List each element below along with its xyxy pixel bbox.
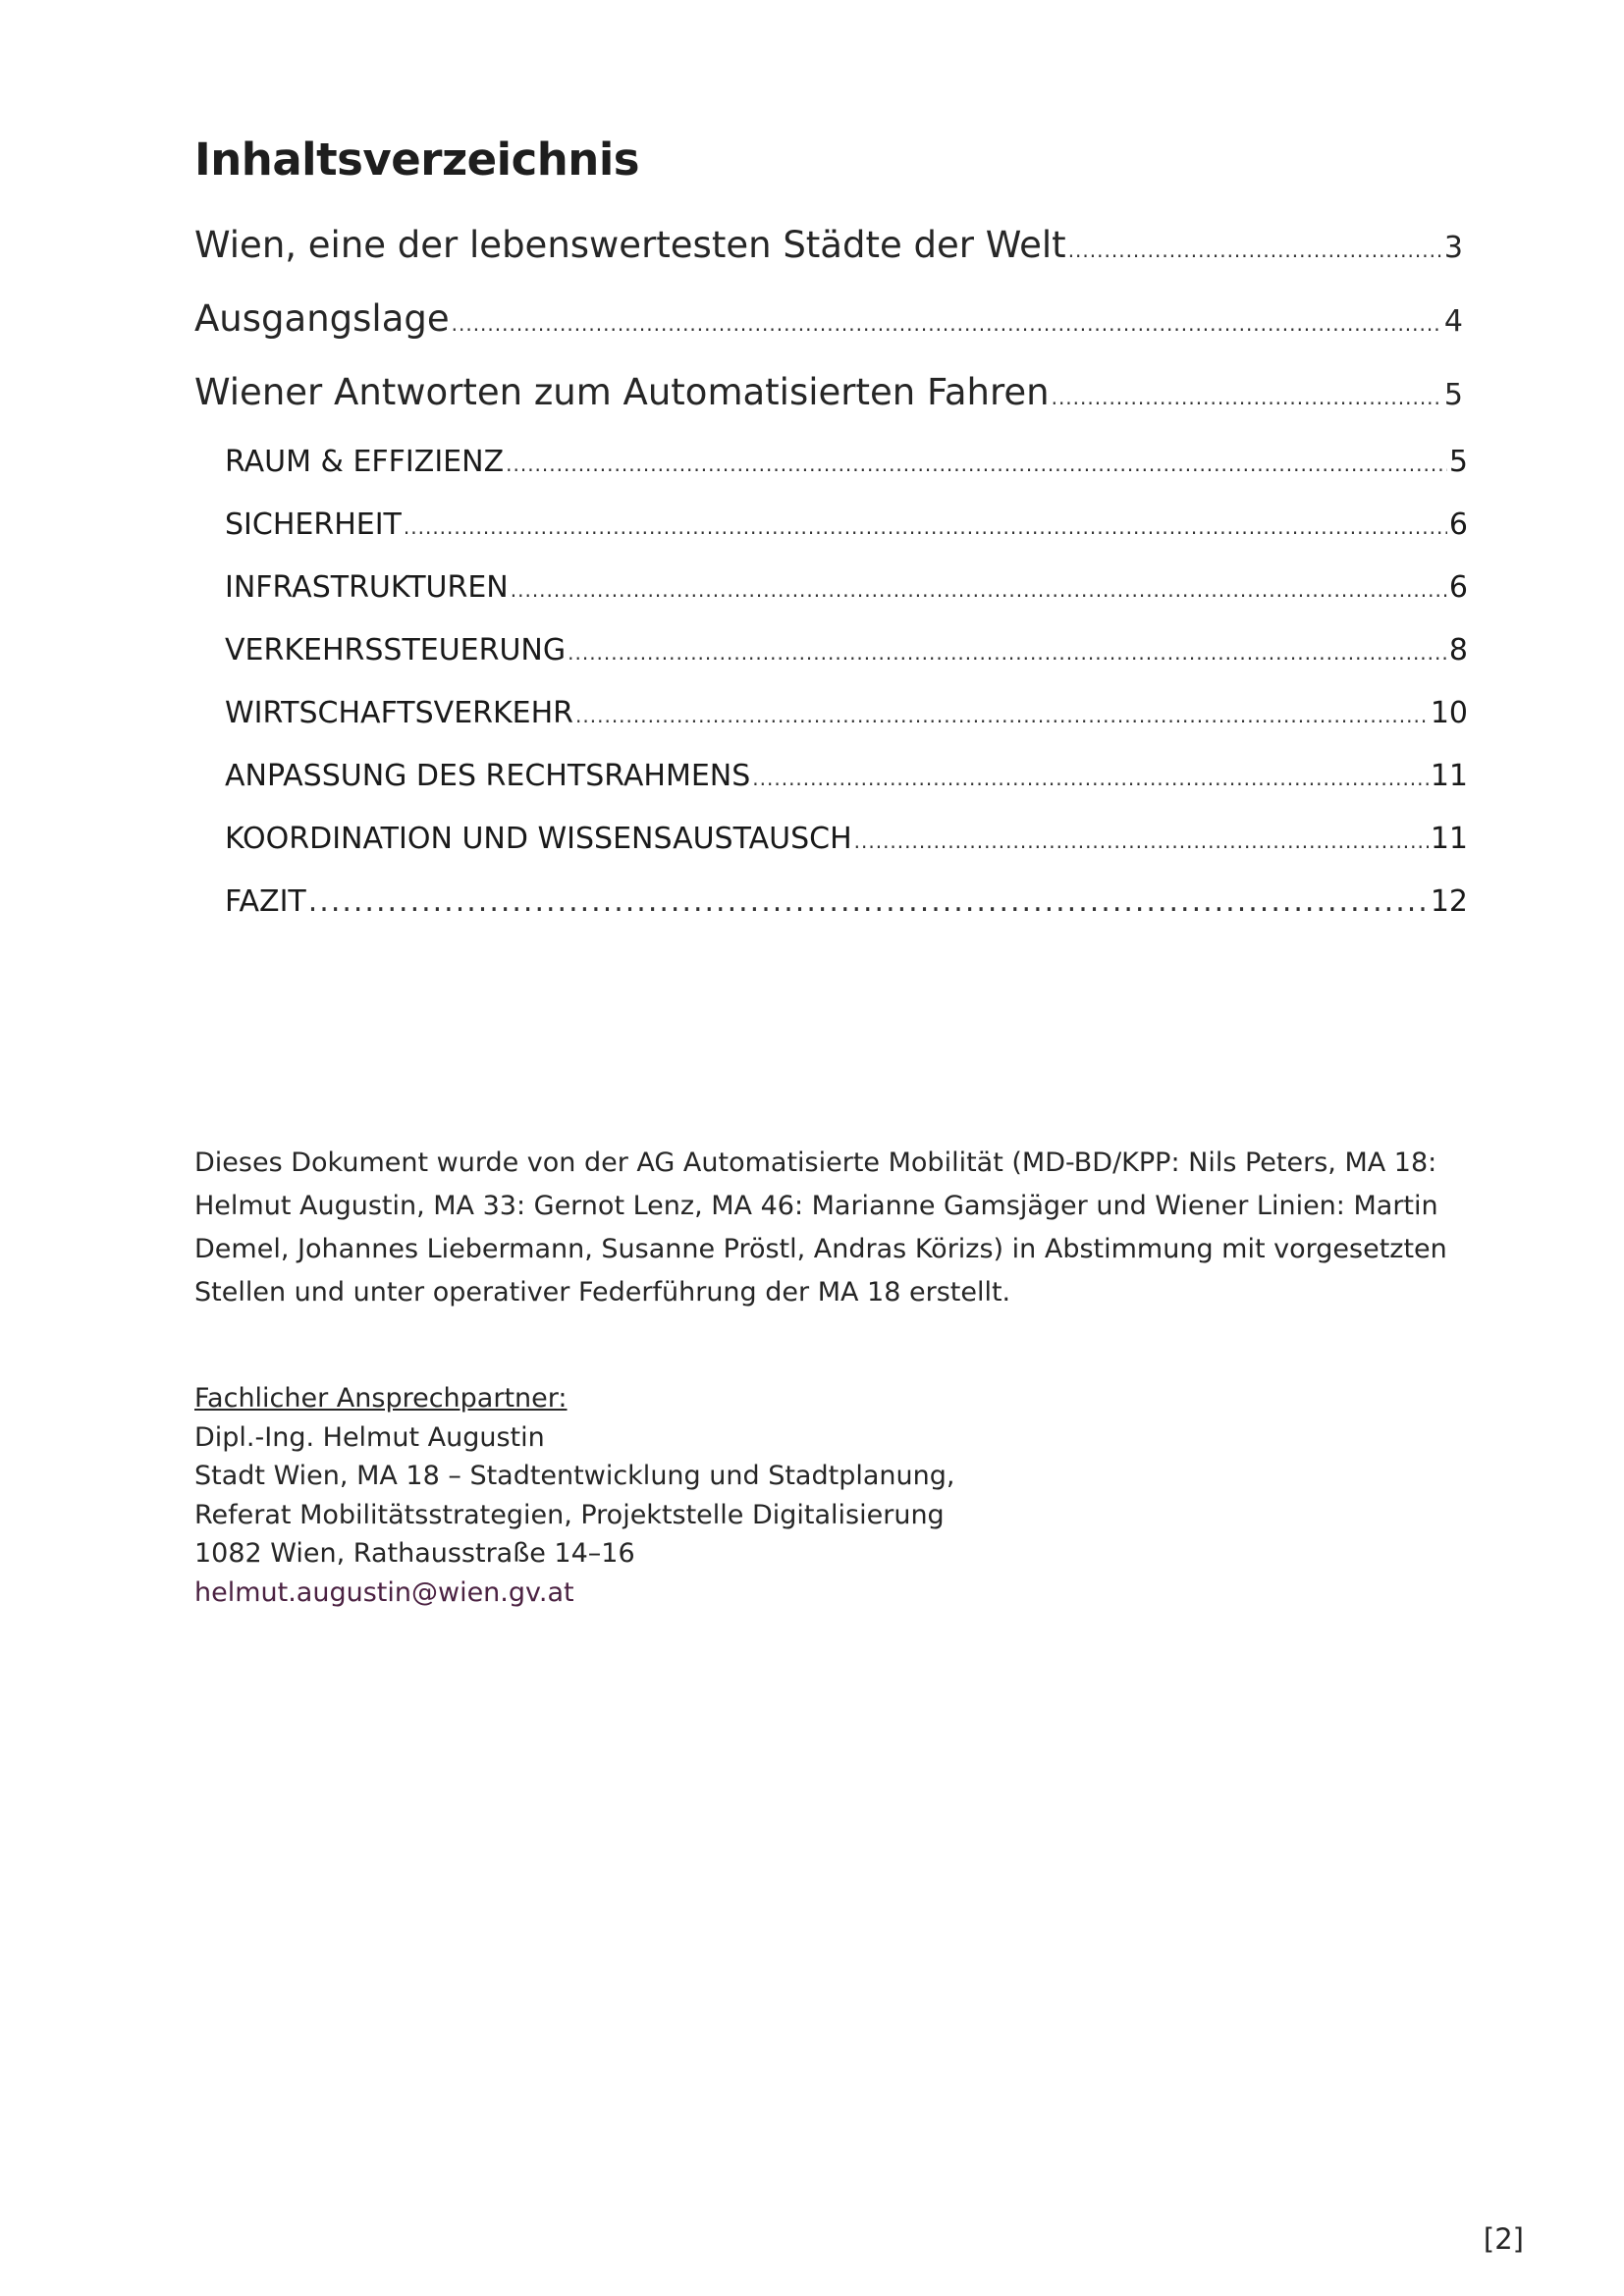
toc-leader-dots xyxy=(452,312,1442,336)
toc-entry-page: 4 xyxy=(1443,304,1463,339)
toc-subentry-page: 8 xyxy=(1448,633,1468,667)
toc-subentry-title: ANPASSUNG DES RECHTSRAHMENS xyxy=(225,759,751,793)
toc-leader-dots xyxy=(575,704,1429,727)
toc-subentry[interactable] xyxy=(225,822,1468,856)
toc-entry[interactable] xyxy=(194,297,1463,340)
toc-subentry-title: VERKEHRSSTEUERUNG xyxy=(225,633,567,667)
toc-subentry-page: 12 xyxy=(1430,884,1468,919)
toc-leader-dots xyxy=(404,515,1447,539)
toc-subentry[interactable] xyxy=(225,884,1468,919)
page-number: [2] xyxy=(1483,2222,1524,2256)
toc-heading: Inhaltsverzeichnis xyxy=(194,133,640,186)
toc-subentry-title: INFRASTRUKTUREN xyxy=(225,570,509,605)
toc-leader-dots xyxy=(1052,386,1442,409)
contact-block xyxy=(194,1379,954,1612)
contact-label: Fachlicher Ansprechpartner: xyxy=(194,1383,568,1414)
toc-entry-title: Wien, eine der lebenswertesten Städte der Welt xyxy=(194,224,1066,266)
toc-subentry-title: RAUM & EFFIZIENZ xyxy=(225,445,505,479)
toc-subentry[interactable] xyxy=(225,696,1468,730)
toc-subentry-title: FAZIT xyxy=(225,884,306,919)
toc-subentry[interactable] xyxy=(225,445,1468,479)
toc-leader-dots xyxy=(752,767,1429,790)
toc-leader-dots xyxy=(854,829,1429,853)
toc-entry-page: 3 xyxy=(1443,231,1463,265)
contact-unit: Referat Mobilitätsstrategien, Projektstelle Digitalisierung xyxy=(194,1499,945,1530)
contact-address: 1082 Wien, Rathausstraße 14–16 xyxy=(194,1538,635,1569)
toc-entry[interactable] xyxy=(194,224,1463,266)
toc-subentry[interactable] xyxy=(225,759,1468,793)
toc-subentry-title: SICHERHEIT xyxy=(225,507,402,542)
contact-name: Dipl.-Ing. Helmut Augustin xyxy=(194,1421,545,1453)
toc-entry[interactable] xyxy=(194,371,1463,413)
toc-subentry-page: 10 xyxy=(1430,696,1468,730)
toc-leader-dots xyxy=(308,884,1429,919)
toc-subentry[interactable] xyxy=(225,570,1468,605)
toc-subentry-page: 5 xyxy=(1448,445,1468,479)
contact-department: Stadt Wien, MA 18 – Stadtentwicklung und Stadtplanung, xyxy=(194,1461,955,1491)
toc-subentry-page: 6 xyxy=(1448,570,1468,605)
toc-subentry-title: KOORDINATION UND WISSENSAUSTAUSCH xyxy=(225,822,852,856)
toc-leader-dots xyxy=(506,453,1447,476)
toc-subentry-page: 11 xyxy=(1430,822,1468,856)
contact-email-link[interactable]: helmut.augustin@wien.gv.at xyxy=(194,1576,574,1608)
toc-subentry-title: WIRTSCHAFTSVERKEHR xyxy=(225,696,574,730)
toc-subentry[interactable] xyxy=(225,507,1468,542)
toc-leader-dots xyxy=(568,641,1447,665)
toc-leader-dots xyxy=(1068,239,1442,262)
credit-paragraph: Dieses Dokument wurde von der AG Automatisierte Mobilität (MD-BD/KPP: Nils Peters, MA 18: Helmut Augustin, MA 33: Gernot Lenz, MA 46: Marianne Gamsjäger und Wiener Linien: Martin Demel, Johannes Liebermann, Susanne Pröstl, Andras Körizs) in Abstimmung mit vorgesetzten Stellen und unter operativer Federführung der MA 18 erstellt. xyxy=(194,1148,1447,1308)
toc-subentry-page: 11 xyxy=(1430,759,1468,793)
toc-leader-dots xyxy=(511,578,1447,602)
toc-entry-page: 5 xyxy=(1443,378,1463,412)
toc-entry-title: Ausgangslage xyxy=(194,297,450,340)
toc-subentry-page: 6 xyxy=(1448,507,1468,542)
toc-subentry[interactable] xyxy=(225,633,1468,667)
toc-entry-title: Wiener Antworten zum Automatisierten Fahren xyxy=(194,371,1050,413)
